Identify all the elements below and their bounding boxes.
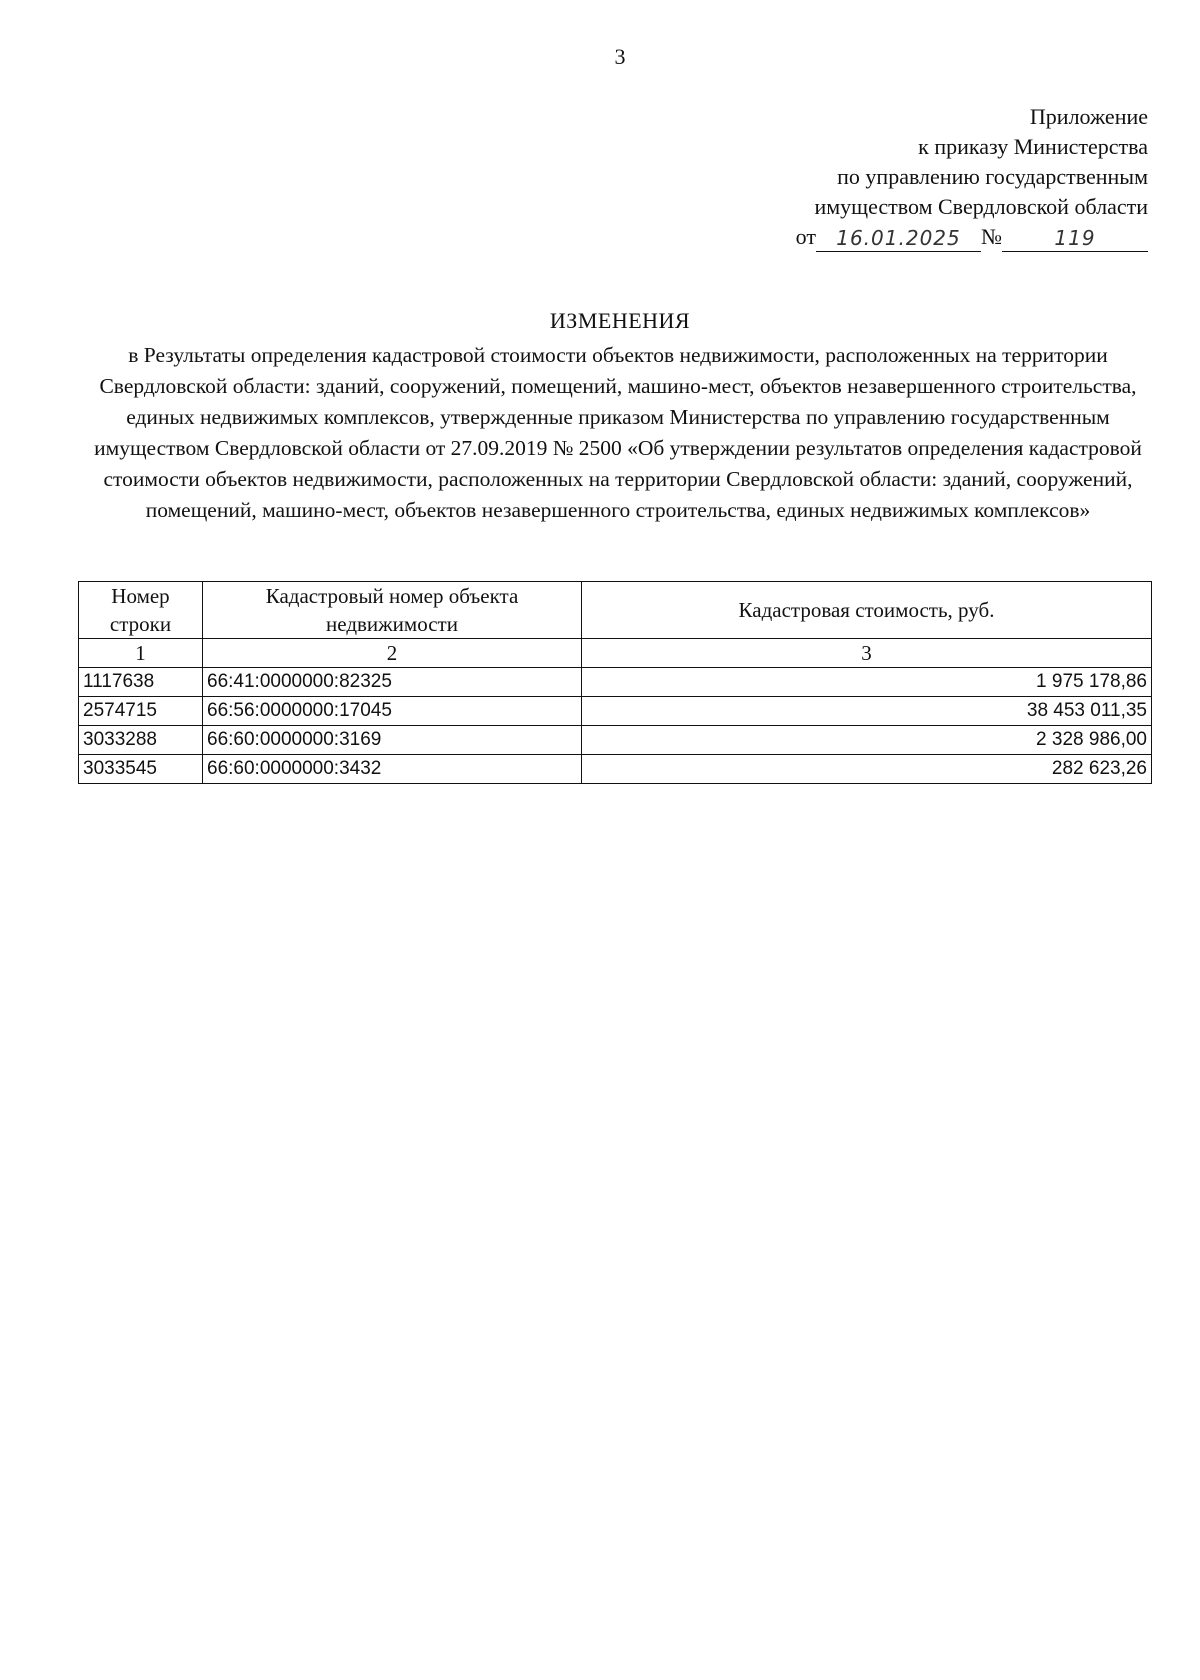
handwritten-order-number: 119 <box>1002 225 1148 252</box>
cadastral-number-cell: 66:60:0000000:3169 <box>203 726 582 755</box>
cadastral-number-cell: 66:60:0000000:3432 <box>203 755 582 784</box>
table-row <box>79 755 1152 784</box>
document-title: ИЗМЕНЕНИЯ <box>549 308 691 333</box>
from-label: от <box>795 224 816 249</box>
number-label: № <box>981 224 1002 249</box>
cost-cell: 38 453 011,35 <box>582 697 1152 726</box>
cadastral-number-cell: 66:56:0000000:17045 <box>203 697 582 726</box>
cadastral-value-table <box>78 581 1152 784</box>
cadastral-number-cell: 66:41:0000000:82325 <box>203 668 582 697</box>
column-number-row <box>79 639 1152 668</box>
appendix-line: имуществом Свердловской области <box>814 194 1148 219</box>
row-number-cell: 3033545 <box>79 755 203 784</box>
appendix-line: к приказу Министерства <box>918 134 1148 159</box>
appendix-line: Приложение <box>1029 104 1148 129</box>
page-number: 3 <box>614 44 626 69</box>
column-number: 2 <box>203 639 582 668</box>
header-cadastral-cost: Кадастровая стоимость, руб. <box>582 582 1152 639</box>
row-number-cell: 3033288 <box>79 726 203 755</box>
cost-cell: 282 623,26 <box>582 755 1152 784</box>
table-row <box>79 697 1152 726</box>
appendix-line: по управлению государственным <box>837 164 1148 189</box>
table-row <box>79 726 1152 755</box>
column-number: 1 <box>79 639 203 668</box>
order-reference-line <box>796 222 1148 252</box>
row-number-cell: 2574715 <box>79 697 203 726</box>
cost-cell: 2 328 986,00 <box>582 726 1152 755</box>
appendix-block <box>796 102 1148 252</box>
column-number: 3 <box>582 639 1152 668</box>
handwritten-date: 16.01.2025 <box>816 225 981 252</box>
row-number-cell: 1117638 <box>79 668 203 697</box>
table-row <box>79 668 1152 697</box>
table-header-row <box>79 582 1152 639</box>
document-subtitle: в Результаты определения кадастровой стоимости объектов недвижимости, расположенных на территории Свердловской области: зданий, сооружений, помещений, машино-мест, объектов незавершенного строительства, единых недвижимых комплексов, утвержденные приказом Министерства по управлению государственным имуществом Свердловской области от 27.09.2019 № 2500 «Об утверждении результатов определения кадастровой стоимости объектов недвижимости, расположенных на территории Свердловской области: зданий, сооружений, помещений, машино-мест, объектов незавершенного строительства, единых недвижимых комплексов» <box>94 343 1142 522</box>
header-cadastral-number: Кадастровый номер объекта недвижимости <box>203 582 582 639</box>
cost-cell: 1 975 178,86 <box>582 668 1152 697</box>
header-row-number: Номер строки <box>79 582 203 639</box>
